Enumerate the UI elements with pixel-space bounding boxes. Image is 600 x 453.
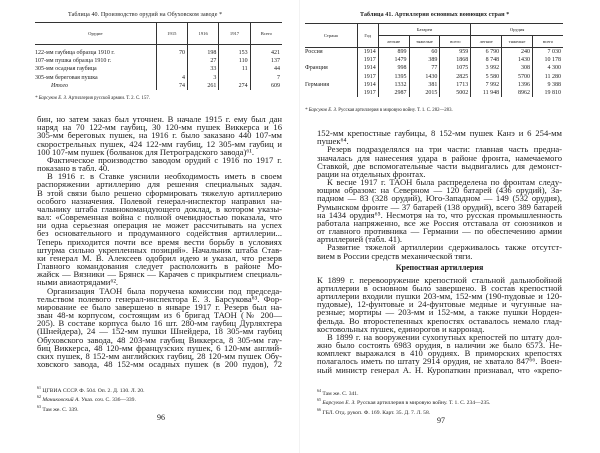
table-row (35, 74, 282, 82)
table-row (305, 81, 563, 89)
text-line: комплект выражался в 410 орудиях. В приморских крепостях (317, 348, 562, 359)
table-41 (305, 23, 563, 97)
table-cell: 4 (156, 74, 187, 82)
table-40-title: Таблица 40. Производство орудий на Обуховском заводе * (68, 12, 223, 18)
right-footnotes (317, 388, 490, 416)
table-cell: 198 (187, 45, 218, 58)
text-line: артиллерии входили пушки 203-мм, 152-мм (190-пудовые и 120- (317, 291, 562, 302)
table-cell: 959 (440, 48, 471, 57)
text-line: от главного противника — Германии — по обеспечению армии (317, 226, 562, 237)
table-cell: 70 (156, 45, 187, 58)
text-line: резные; мортиры — 203-мм и 152-мм, а также пушки Норден- (317, 307, 562, 318)
table-cell: 308 (502, 64, 533, 72)
table-cell: 7 030 (533, 48, 563, 57)
text-line: ки генерал М. В. Алексеев одобрил идею и указал, что резерв (37, 252, 282, 263)
text-line: В 1899 г. на вооружении сухопутных крепостей по штату дол- (327, 331, 562, 342)
text-line: К 1899 г. перевооружение крепостной стальной дальнобойной (317, 274, 562, 285)
left-body-text (37, 115, 282, 368)
col-header-country: Страна (305, 24, 357, 48)
table-40-source-note (35, 96, 150, 101)
text-line: ских пушек, 8 152-мм английских гаубиц, 28 120-мм пушек Обу- (37, 350, 282, 361)
text-line: Обуховского завода, 48 203-мм гаубиц Виккерса, 8 305-мм гау- (37, 334, 282, 345)
table-cell: 11 280 (533, 73, 563, 81)
table-row (305, 48, 563, 57)
table-cell: 1917 (357, 89, 378, 97)
col-header: 1915 (156, 23, 187, 45)
text-line: биц Виккерса, 48 120-мм французских пушек, 6 120-мм англий- (37, 342, 282, 353)
table-cell: 1917 (357, 73, 378, 81)
table-cell: 1914 (357, 64, 378, 72)
table-row (305, 89, 563, 97)
col-subheader: тяжелые (502, 36, 533, 48)
text-line: падном — 83 (328 орудий), Юго-Западном — 149 (532 орудия), (317, 193, 562, 204)
col-header: 1916 (187, 23, 218, 45)
left-footnotes (37, 385, 145, 413)
table-cell: 1917 (357, 56, 378, 64)
footnote (37, 404, 145, 413)
table-row (35, 57, 282, 65)
table-cell: 1332 (378, 81, 409, 89)
table-cell: 27 (187, 57, 218, 65)
table-cell: 8 748 (471, 56, 502, 64)
table-cell: 5 580 (471, 73, 502, 81)
footnote (317, 407, 490, 416)
table-cell: 7 992 (471, 81, 502, 89)
text-line: особого назначения. Полевой генерал-инспектор направил на- (37, 195, 282, 206)
table-cell (219, 74, 250, 82)
table-cell: 7 (250, 74, 282, 82)
table-cell: 19 810 (533, 89, 563, 97)
table-cell: 2987 (378, 89, 409, 97)
text-line: ными авиаотрядами⁶². (37, 277, 119, 288)
table-cell: Итого (51, 82, 69, 89)
footnote (317, 397, 490, 406)
text-line: ховского завода, 48 152-мм осадных пушек (в 200 пудов), 72 (37, 359, 282, 370)
text-line: (Шнейдера), 24 — 152-мм пушки Шнейдера, 18 305-мм гаубиц (37, 326, 282, 337)
table-cell: 60 (409, 48, 440, 57)
text-line: артиллерии в основном было завершено. В состав крепостной (317, 282, 562, 293)
text-line: Резерв подразделялся на три части: главная часть предна- (327, 144, 562, 155)
note-author: * Барсуков Е. З. (35, 96, 68, 101)
text-line: без основательного и продуманного содействия артиллерии... (37, 228, 282, 239)
text-line: тельством полевого генерал-инспектора Е. З. Барсукова⁶³. Фор- (37, 293, 282, 304)
footnote-text: Русская артиллерия в мировую войну. Т. 1. С. 234—235. (355, 400, 491, 407)
section-heading: Крепостная артиллерия (395, 262, 484, 272)
table-row (305, 64, 563, 72)
col-subheader: всего (440, 36, 471, 48)
text-line: вием в России средств механической тяги. (317, 250, 473, 261)
table-40 (35, 22, 282, 90)
col-header-batteries: Батареи (378, 24, 471, 36)
table-cell: 381 (409, 81, 440, 89)
table-cell: 1075 (440, 64, 471, 72)
text-line: В 1916 г. в Ставке уяснили необходимость иметь в своем (47, 171, 282, 182)
col-header: 1917 (219, 23, 250, 45)
table-cell: 899 (378, 48, 409, 57)
footnote-text: Указ. соч. С. 336—339. (79, 397, 136, 404)
table-cell: 240 (502, 48, 533, 57)
table-cell: Франция (305, 65, 328, 72)
text-line: Главного командования следует расположить в районе Мо- (37, 261, 282, 272)
table-cell: 2015 (409, 89, 440, 97)
table-cell: 137 (250, 57, 282, 65)
text-line: фельда. Во второстепенных крепостях оставалось немало глад- (317, 315, 562, 326)
text-line: 100 107-мм пушек (болванок для Петроградского завода)⁶¹. (37, 146, 255, 157)
table-cell (305, 73, 357, 81)
text-line: Румынском фронте — 37 батарей (138 орудий), всего 389 батарей (317, 201, 562, 212)
table-cell: 74 (156, 82, 187, 90)
text-line: показано в табл. 40. (37, 163, 110, 174)
text-line: бин, но затем заказ был уточнен. В начале 1915 г. ему был дан (37, 114, 282, 124)
table-cell: 305-мм осадная гаубица (35, 66, 97, 73)
table-cell: 77 (409, 64, 440, 72)
note-text: Русская артиллерия в мировую войну. Т. 1. С. 282—283. (337, 108, 453, 113)
footnote-text: Там же. С. 339. (42, 406, 79, 413)
footnote (37, 385, 145, 394)
table-cell: 305-мм береговая пушка (35, 74, 98, 81)
page-number: 96 (157, 413, 165, 422)
text-line: значалась для нанесения удара в районе фронта, намечаемого (317, 152, 562, 163)
text-line: работала напряженно, все же Россия отставала от союзников и (317, 217, 562, 228)
table-cell: 3 992 (471, 64, 502, 72)
text-line: наряд на 70 122-мм гаубиц, 30 120-мм пушек Виккерса и 16 (37, 122, 282, 133)
text-line: рации на отдельных фронтах. (317, 168, 426, 179)
table-cell: 11 (219, 65, 250, 73)
col-subheader: легкие (378, 36, 409, 48)
footnote-number: 63 (37, 403, 41, 409)
table-cell: 5700 (502, 73, 533, 81)
text-line: ный министр генерал А. Н. Куропаткин признавал, что «крепо- (317, 364, 562, 375)
table-cell: 9 388 (533, 81, 563, 89)
footnote-number: 65 (317, 397, 321, 403)
table-cell: 1396 (502, 81, 533, 89)
table-cell: 2825 (440, 73, 471, 81)
table-cell: 1430 (502, 56, 533, 64)
table-cell: 4 300 (533, 64, 563, 72)
text-line: Теперь приходится почти все время вести борьбу в условиях (37, 236, 282, 247)
text-line: артиллерией (табл. 41). (317, 234, 403, 245)
text-line: Организация ТАОН была поручена комиссии под председа- (47, 285, 282, 296)
text-line: Фактическое производство заводом орудий с 1916 по 1917 г. (47, 154, 282, 165)
text-line: ющим образом: на Северном — 120 батарей (436 орудий), За- (317, 185, 562, 196)
text-line: 205). В составе корпуса было 16 шт. 280-мм гаубиц Дурляхтера (37, 318, 282, 329)
text-line: жно было состоять 6983 орудия, в наличии же было 6573. Не- (317, 340, 562, 351)
table-cell: 1713 (440, 81, 471, 89)
table-cell: 1479 (378, 56, 409, 64)
footnote (317, 388, 490, 397)
footnote-text: Там же. С. 341. (322, 390, 359, 397)
text-line: Развитие тяжелой артиллерии сдерживалось также отсутст- (327, 242, 562, 253)
table-41-source-note (305, 108, 453, 113)
table-cell: 389 (409, 56, 440, 64)
table-cell: 1914 (357, 81, 378, 89)
col-header-guns: Орудия (471, 24, 563, 36)
table-cell: 421 (250, 45, 282, 58)
text-line: Ставкой, две вспомогательные части выдвигались для демонст- (317, 160, 562, 171)
table-cell: 110 (219, 57, 250, 65)
text-line: пушек⁶⁴. (317, 136, 349, 147)
table-cell: 11 948 (471, 89, 502, 97)
table-cell: 107-мм пушка образца 1910 г. (35, 58, 112, 65)
table-cell: 8962 (502, 89, 533, 97)
table-cell: 33 (187, 65, 218, 73)
table-cell (305, 89, 357, 97)
table-cell: 6 790 (471, 48, 502, 57)
table-cell: 122-мм гаубица образца 1910 г. (35, 50, 115, 56)
table-cell: 261 (187, 82, 218, 90)
table-row (305, 56, 563, 64)
col-subheader: легкие (471, 36, 502, 48)
text-line: скорострельных пушек, 424 122-мм гаубиц, 12 305-мм гаубиц и (37, 138, 282, 149)
table-cell: 1914 (357, 48, 378, 57)
table-cell: 1395 (378, 73, 409, 81)
table-cell: Россия (305, 49, 323, 55)
page-number: 97 (437, 416, 445, 425)
note-text: Артиллерия русской армии. Т. 2. С. 157. (67, 96, 150, 101)
footnote-number: 61 (37, 385, 41, 390)
note-author: * Барсуков Е. З. (305, 108, 338, 113)
table-row (35, 65, 282, 73)
text-line: распоряжении артиллерию для решения специальных задач. (37, 179, 282, 190)
table-cell: 3 (187, 74, 218, 82)
text-line: пудовые), 12-фунтовые и 24-фунтовые медные и чугунные на- (317, 299, 562, 310)
table-row (35, 45, 282, 58)
text-line: 152-мм крепостные гаубицы, 8 152-мм пушек Канэ и 6 254-мм (317, 128, 562, 138)
text-line: мирование ее было завершено в январе 1917 г. Резерв был на- (37, 301, 282, 312)
table-41-title: Таблица 41. Артиллерия основных воюющих стран * (360, 12, 510, 18)
table-cell: Германия (305, 81, 330, 88)
text-line: жайск — Вязники — Брянск — Карачев с прикрытием специаль- (37, 269, 282, 280)
text-line: на 1434 орудия⁶⁵. Несмотря на то, что русская промышленность (317, 209, 562, 220)
table-row (35, 82, 282, 90)
col-subheader: всего (533, 36, 563, 48)
table-cell: 274 (219, 82, 250, 90)
col-subheader: тяжелые (409, 36, 440, 48)
text-line: В этой связи было решено сформировать тяжелую артиллерию (37, 187, 282, 198)
table-cell: 10 178 (533, 56, 563, 64)
footnote-text: ЦГВИА СССР. Ф. 504. Оп. 2. Д. 130. Л. 20. (42, 387, 145, 394)
footnote-author: Маниковский А. (42, 397, 80, 404)
footnote-number: 64 (317, 388, 321, 393)
footnote (37, 394, 145, 403)
table-cell (156, 57, 187, 65)
footnote-number: 62 (37, 394, 41, 400)
table-cell: 1430 (409, 73, 440, 81)
text-line: штурма сильно укрепленных позиций». Начальник штаба Став- (37, 244, 282, 255)
table-cell: 998 (378, 64, 409, 72)
text-line: вал: «Современная война с полной очевидностью показала, что (37, 212, 282, 223)
right-page (300, 0, 600, 453)
table-cell (305, 56, 357, 64)
right-body-text (317, 129, 562, 374)
text-line: К весне 1917 г. ТАОН была распределена по фронтам следу- (327, 177, 562, 188)
text-line: зван 48-м корпусом, состоящим из 6 бригад ТАОН (№ 200— (37, 310, 282, 321)
footnote-number: 66 (317, 406, 321, 412)
table-cell (156, 65, 187, 73)
table-cell: 153 (219, 45, 250, 58)
text-line: ни одна серьезная операция не может рассчитывать на успех (37, 220, 282, 231)
text-line: чальнику штаба главнокомандующего доклад, в котором указы- (37, 203, 282, 214)
text-line: полагалось иметь по штату 2914 орудия, не хватало 847⁶⁶. Воен- (317, 356, 562, 367)
table-cell: 44 (250, 65, 282, 73)
table-cell: 609 (250, 82, 282, 90)
col-header: Всего (250, 23, 282, 45)
text-line: костовольных пушек, единорогов и карронад. (317, 323, 485, 334)
col-header-year: Год (357, 24, 378, 48)
col-header: Орудие (35, 23, 156, 45)
table-row (305, 73, 563, 81)
table-cell: 5002 (440, 89, 471, 97)
table-cell: 1868 (440, 56, 471, 64)
text-line: 305-мм береговых пушек, на 1916 г. было заказано 440 107-мм (37, 130, 282, 141)
footnote-author: Барсуков Е. З. (322, 400, 356, 407)
footnote-text: ГБЛ. Отд. рукоп. Ф. 169. Карт. 35. Д. 7. Л. 58. (322, 409, 431, 416)
